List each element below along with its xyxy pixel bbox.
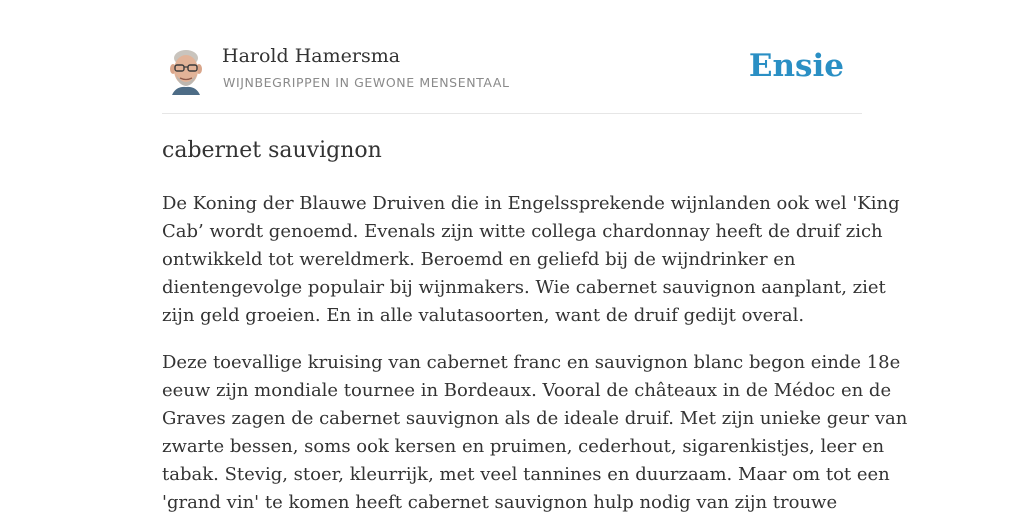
paragraph-line: De Koning der Blauwe Druiven die in Engelssprekende wijnlanden ook wel 'King: [162, 193, 900, 214]
ensie-logo[interactable]: Ensie: [748, 48, 844, 84]
author-header: [162, 40, 862, 114]
paragraph-line: Deze toevallige kruising van cabernet franc en sauvignon blanc begon einde 18e: [162, 352, 901, 373]
paragraph-line: Graves zagen de cabernet sauvignon als de ideale druif. Met zijn unieke geur van: [162, 408, 908, 429]
author-subtitle: WIJNBEGRIPPEN IN GEWONE MENSENTAAL: [223, 75, 510, 90]
article-title: cabernet sauvignon: [162, 138, 382, 163]
author-name[interactable]: Harold Hamersma: [222, 45, 401, 67]
avatar[interactable]: [166, 47, 208, 95]
article-body: [162, 190, 908, 512]
paragraph-line: tabak. Stevig, stoer, kleurrijk, met veel tannines en duurzaam. Maar om tot een: [162, 464, 890, 485]
paragraph-line: dientengevolge populair bij wijnmakers. Wie cabernet sauvignon aanplant, ziet: [162, 277, 886, 298]
paragraph-line: zwarte bessen, soms ook kersen en pruimen, cederhout, sigarenkistjes, leer en: [162, 436, 885, 457]
paragraph-line: Cab’ wordt genoemd. Evenals zijn witte collega chardonnay heeft de druif zich: [162, 221, 883, 242]
paragraph-line: eeuw zijn mondiale tournee in Bordeaux. Vooral de châteaux in de Médoc en de: [162, 380, 892, 401]
paragraph-line: 'grand vin' te komen heeft cabernet sauvignon hulp nodig van zijn trouwe: [162, 492, 838, 512]
article-paragraph: [162, 349, 908, 512]
article-paragraph: [162, 190, 900, 330]
paragraph-line: ontwikkeld tot wereldmerk. Beroemd en geliefd bij de wijndrinker en: [162, 249, 796, 270]
paragraph-line: zijn geld groeien. En in alle valutasoorten, want de druif gedijt overal.: [162, 305, 805, 326]
